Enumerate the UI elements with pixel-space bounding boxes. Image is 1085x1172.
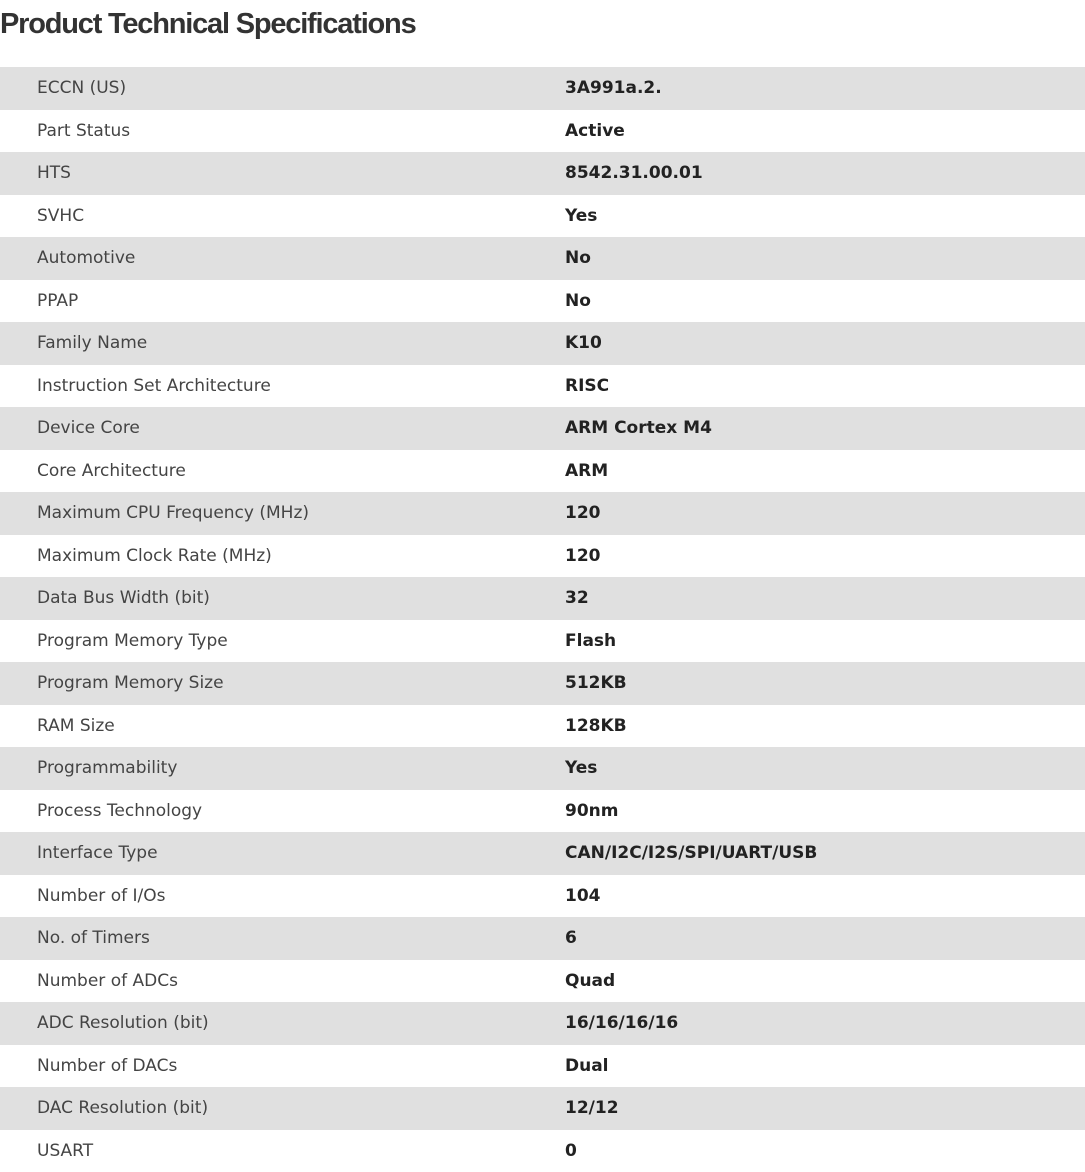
spec-label: Maximum CPU Frequency (MHz) xyxy=(37,492,309,535)
spec-value: No xyxy=(565,237,591,280)
spec-row-interface-type xyxy=(0,832,1085,875)
spec-row-ppap xyxy=(0,280,1085,323)
spec-row-programmability xyxy=(0,747,1085,790)
spec-value: 32 xyxy=(565,577,589,620)
spec-value: ARM Cortex M4 xyxy=(565,407,712,450)
spec-label: HTS xyxy=(37,152,71,195)
spec-label: USART xyxy=(37,1130,93,1172)
spec-row-isa xyxy=(0,365,1085,408)
spec-label: Maximum Clock Rate (MHz) xyxy=(37,535,272,578)
spec-value: 12/12 xyxy=(565,1087,619,1130)
spec-value: K10 xyxy=(565,322,602,365)
spec-value: No xyxy=(565,280,591,323)
spec-label: Device Core xyxy=(37,407,140,450)
spec-row-number-of-dacs xyxy=(0,1045,1085,1088)
spec-row-family-name xyxy=(0,322,1085,365)
spec-row-data-bus-width xyxy=(0,577,1085,620)
spec-label: Program Memory Size xyxy=(37,662,224,705)
spec-row-svhc xyxy=(0,195,1085,238)
spec-table xyxy=(0,67,1085,1172)
spec-value: 128KB xyxy=(565,705,627,748)
spec-value: 16/16/16/16 xyxy=(565,1002,678,1045)
spec-value: 6 xyxy=(565,917,577,960)
spec-label: Programmability xyxy=(37,747,177,790)
spec-value: Active xyxy=(565,110,625,153)
spec-row-max-clock-rate xyxy=(0,535,1085,578)
spec-label: Data Bus Width (bit) xyxy=(37,577,210,620)
spec-label: Interface Type xyxy=(37,832,158,875)
spec-value: 3A991a.2. xyxy=(565,67,662,110)
spec-value: 8542.31.00.01 xyxy=(565,152,703,195)
spec-row-number-of-ios xyxy=(0,875,1085,918)
spec-label: RAM Size xyxy=(37,705,115,748)
spec-row-max-cpu-frequency xyxy=(0,492,1085,535)
spec-value: 120 xyxy=(565,492,601,535)
spec-row-number-of-adcs xyxy=(0,960,1085,1003)
spec-row-timers xyxy=(0,917,1085,960)
spec-label: SVHC xyxy=(37,195,84,238)
spec-label: Core Architecture xyxy=(37,450,186,493)
spec-label: Number of I/Os xyxy=(37,875,165,918)
spec-row-dac-resolution xyxy=(0,1087,1085,1130)
spec-value: Flash xyxy=(565,620,616,663)
spec-row-usart xyxy=(0,1130,1085,1172)
spec-label: ECCN (US) xyxy=(37,67,126,110)
spec-label: DAC Resolution (bit) xyxy=(37,1087,208,1130)
page-title: Product Technical Specifications xyxy=(0,4,416,44)
spec-row-part-status xyxy=(0,110,1085,153)
spec-label: ADC Resolution (bit) xyxy=(37,1002,209,1045)
spec-row-device-core xyxy=(0,407,1085,450)
spec-label: Number of ADCs xyxy=(37,960,178,1003)
spec-value: CAN/I2C/I2S/SPI/UART/USB xyxy=(565,832,817,875)
spec-row-eccn xyxy=(0,67,1085,110)
spec-value: Dual xyxy=(565,1045,609,1088)
spec-label: Process Technology xyxy=(37,790,202,833)
spec-label: No. of Timers xyxy=(37,917,150,960)
spec-row-process-technology xyxy=(0,790,1085,833)
spec-value: Yes xyxy=(565,195,597,238)
spec-label: Program Memory Type xyxy=(37,620,228,663)
spec-value: Quad xyxy=(565,960,615,1003)
spec-value: 104 xyxy=(565,875,601,918)
spec-row-program-memory-type xyxy=(0,620,1085,663)
spec-row-core-architecture xyxy=(0,450,1085,493)
spec-label: Family Name xyxy=(37,322,147,365)
spec-label: Automotive xyxy=(37,237,135,280)
spec-value: 120 xyxy=(565,535,601,578)
spec-row-automotive xyxy=(0,237,1085,280)
spec-label: PPAP xyxy=(37,280,78,323)
spec-row-adc-resolution xyxy=(0,1002,1085,1045)
spec-label: Instruction Set Architecture xyxy=(37,365,271,408)
spec-label: Number of DACs xyxy=(37,1045,177,1088)
spec-value: 512KB xyxy=(565,662,627,705)
spec-value: 0 xyxy=(565,1130,577,1172)
spec-row-ram-size xyxy=(0,705,1085,748)
spec-row-program-memory-size xyxy=(0,662,1085,705)
spec-value: RISC xyxy=(565,365,609,408)
spec-value: ARM xyxy=(565,450,608,493)
spec-value: 90nm xyxy=(565,790,618,833)
spec-label: Part Status xyxy=(37,110,130,153)
spec-value: Yes xyxy=(565,747,597,790)
spec-row-hts xyxy=(0,152,1085,195)
